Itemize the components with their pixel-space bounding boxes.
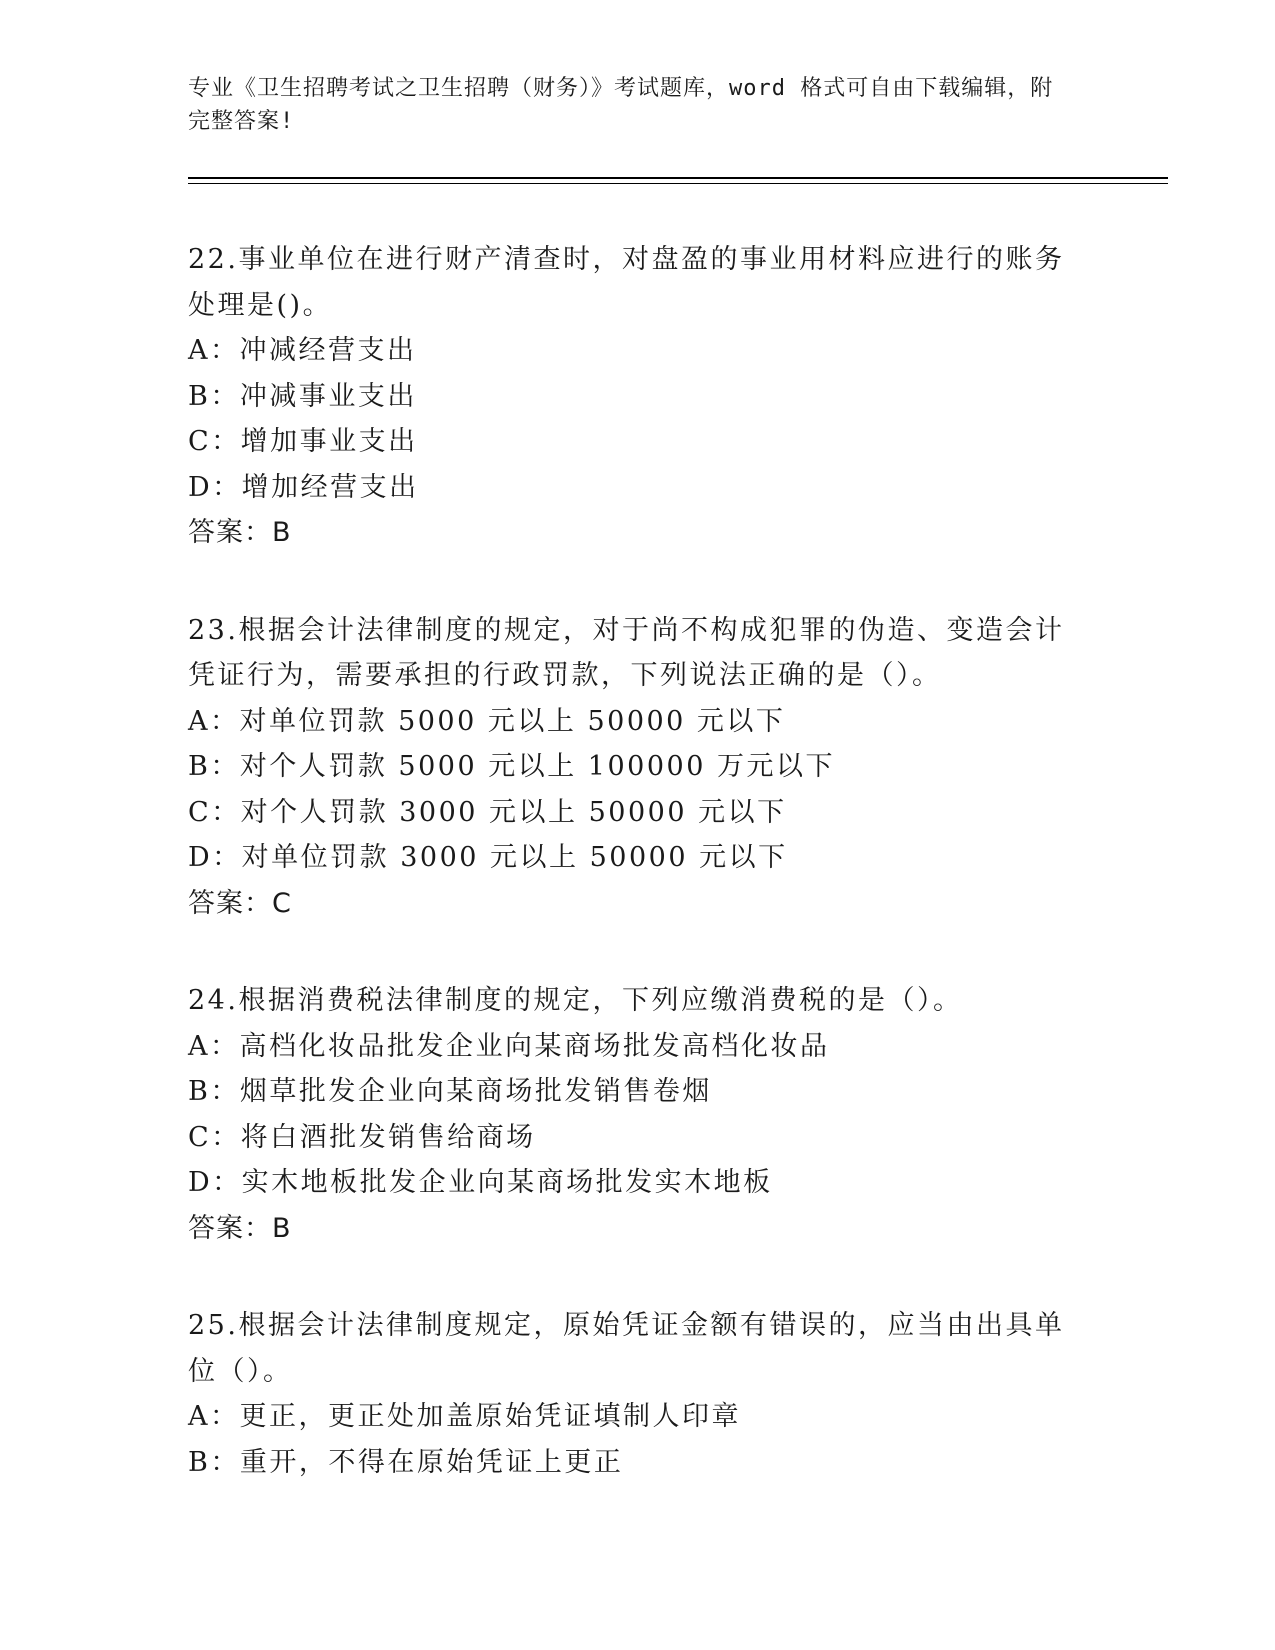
answer: 答案：B: [188, 517, 292, 548]
option-c: C：将白酒批发销售给商场: [188, 1121, 536, 1153]
question-stem: 22.事业单位在进行财产清查时，对盘盈的事业用材料应进行的账务处理是()。: [188, 244, 1065, 321]
answer: 答案：B: [188, 1212, 292, 1244]
question-22: [188, 237, 1088, 556]
question-25: [188, 1303, 1088, 1485]
answer: 答案：C: [188, 887, 292, 919]
option-b: B：冲减事业支出: [188, 380, 417, 412]
question-24: [188, 978, 1088, 1251]
option-b: B：对个人罚款 5000 元以上 100000 万元以下: [188, 751, 835, 782]
option-a: A：对单位罚款 5000 元以上 50000 元以下: [188, 705, 786, 737]
option-d: D：增加经营支出: [188, 471, 419, 503]
option-b: B：重开，不得在原始凭证上更正: [188, 1446, 624, 1478]
option-d: D：对单位罚款 3000 元以上 50000 元以下: [188, 842, 788, 873]
question-stem: 24.根据消费税法律制度的规定，下列应缴消费税的是（）。: [188, 985, 963, 1016]
option-a: A：高档化妆品批发企业向某商场批发高档化妆品: [188, 1030, 830, 1062]
option-a: A：更正，更正处加盖原始凭证填制人印章: [188, 1401, 741, 1432]
document-intro: 专业《卫生招聘考试之卫生招聘（财务）》考试题库，word 格式可自由下载编辑，附完整答案!: [188, 76, 1054, 134]
option-b: B：烟草批发企业向某商场批发销售卷烟: [188, 1076, 712, 1107]
header-divider-thick: [188, 177, 1168, 179]
question-stem: 23.根据会计法律制度的规定，对于尚不构成犯罪的伪造、变造会计凭证行为，需要承担的行政罚款，下列说法正确的是（）。: [188, 614, 1065, 691]
header-divider-thin: [188, 183, 1168, 184]
question-stem: 25.根据会计法律制度规定，原始凭证金额有错误的，应当由出具单位（）。: [188, 1310, 1065, 1387]
option-c: C：增加事业支出: [188, 426, 418, 457]
question-list: [188, 237, 1088, 1537]
option-c: C：对个人罚款 3000 元以上 50000 元以下: [188, 796, 787, 828]
option-d: D：实木地板批发企业向某商场批发实木地板: [188, 1167, 773, 1198]
option-a: A：冲减经营支出: [188, 335, 417, 366]
question-23: [188, 608, 1088, 927]
